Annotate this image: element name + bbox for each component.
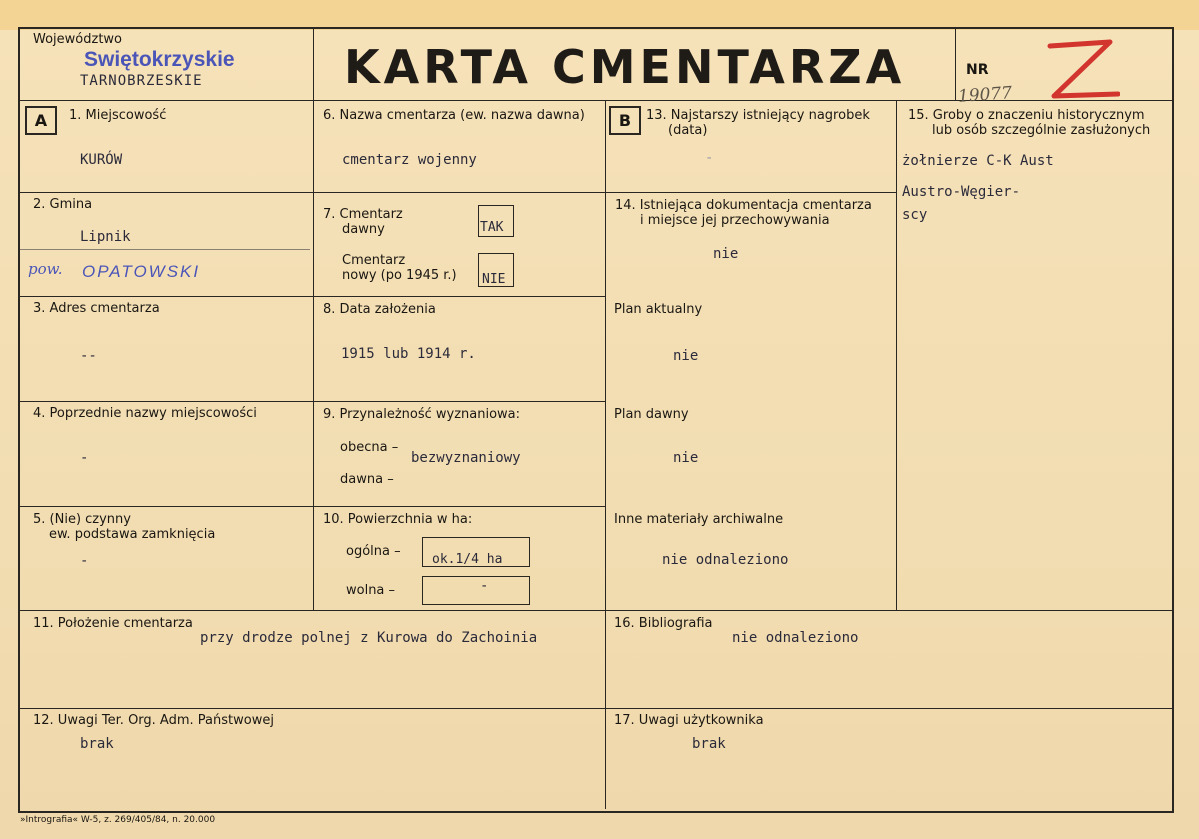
field-2-value: Lipnik	[80, 229, 131, 245]
field-9-obecna: obecna –	[340, 440, 399, 455]
nr-divider	[955, 27, 956, 101]
row-divider	[20, 610, 1172, 611]
field-7-label: 7. Cmentarz	[323, 207, 403, 222]
field-13-value: -	[705, 150, 714, 166]
printer-imprint: »Intrografia« W-5, z. 269/405/84, n. 20.000	[20, 815, 216, 825]
field-3-value: --	[80, 348, 97, 364]
field-1-value: KURÓW	[80, 152, 123, 168]
plan-aktualny-label: Plan aktualny	[614, 302, 703, 317]
field-7-tak: TAK	[480, 220, 504, 235]
field-2-label: 2. Gmina	[33, 197, 93, 212]
field-14-value: nie	[713, 246, 739, 262]
field-5-label: 5. (Nie) czynny	[33, 512, 131, 527]
row-divider	[20, 296, 605, 297]
field-9-value: bezwyznaniowy	[411, 450, 521, 466]
field-8-label: 8. Data założenia	[323, 302, 436, 317]
field-11-label: 11. Położenie cmentarza	[33, 616, 193, 631]
sub-divider	[20, 249, 310, 250]
field-6-label: 6. Nazwa cmentarza (ew. nazwa dawna)	[323, 108, 585, 123]
field-11-value: przy drodze polnej z Kurowa do Zachoinia	[200, 630, 538, 646]
field-10-ogolna-value: ok.1/4 ha	[432, 552, 503, 567]
field-15-line-2: Austro-Węgier-	[902, 184, 1021, 200]
row-divider	[20, 708, 1172, 709]
plan-aktualny-value: nie	[673, 348, 699, 364]
nr-label: NR	[966, 62, 989, 78]
row-divider	[605, 192, 896, 193]
field-7-nowy: Cmentarz	[342, 253, 406, 268]
field-16-label: 16. Bibliografia	[614, 616, 713, 631]
field-4-label: 4. Poprzednie nazwy miejscowości	[33, 406, 257, 421]
page-title: KARTA CMENTARZA	[344, 40, 906, 94]
tape-strip	[0, 0, 1199, 30]
field-5-sublabel: ew. podstawa zamknięcia	[49, 527, 216, 542]
col-divider-1	[313, 27, 314, 611]
field-10-wolna-value: -	[480, 578, 489, 594]
field-4-value: -	[80, 450, 89, 466]
field-16-value: nie odnaleziono	[732, 630, 859, 646]
plan-dawny-label: Plan dawny	[614, 407, 689, 422]
field-7-nie: NIE	[482, 272, 506, 287]
field-7-dawny: dawny	[342, 222, 385, 237]
field-5-value: -	[80, 553, 89, 569]
field-1-label: 1. Miejscowość	[69, 108, 167, 123]
field-10-wolna-box	[422, 576, 530, 605]
field-7-nowy-sub: nowy (po 1945 r.)	[342, 268, 457, 283]
field-10-ogolna: ogólna –	[346, 544, 401, 559]
voivodeship-typed: TARNOBRZESKIE	[80, 73, 203, 89]
pow-label: pow.	[28, 260, 63, 278]
field-15-line-1: żołnierze C-K Aust	[902, 153, 1054, 169]
col-divider-3	[896, 100, 897, 611]
wojewodztwo-label: Województwo	[33, 32, 123, 47]
field-12-value: brak	[80, 736, 114, 752]
nr-value: 19077	[957, 83, 1013, 107]
inne-materialy-value: nie odnaleziono	[662, 552, 789, 568]
field-10-label: 10. Powierzchnia w ha:	[323, 512, 473, 527]
field-15-sublabel: lub osób szczególnie zasłużonych	[932, 123, 1151, 138]
voivodeship-stamp: Swiętokrzyskie	[84, 48, 235, 71]
row-divider	[20, 401, 605, 402]
field-13-label: 13. Najstarszy istniejący nagrobek	[646, 108, 870, 123]
field-15-line-3: scy	[902, 207, 928, 223]
plan-dawny-value: nie	[673, 450, 699, 466]
pow-value: OPATOWSKI	[82, 262, 201, 281]
field-12-label: 12. Uwagi Ter. Org. Adm. Państwowej	[33, 713, 274, 728]
section-b-box: B	[609, 106, 641, 135]
field-8-value: 1915 lub 1914 r.	[341, 346, 476, 362]
nr-letter-z-mark	[1040, 38, 1120, 106]
field-13-sublabel: (data)	[668, 123, 708, 138]
field-6-value: cmentarz wojenny	[342, 152, 477, 168]
field-14-label: 14. Istniejąca dokumentacja cmentarza	[615, 198, 872, 213]
row-divider	[20, 506, 605, 507]
field-14-sublabel: i miejsce jej przechowywania	[640, 213, 830, 228]
inne-materialy-label: Inne materiały archiwalne	[614, 512, 784, 527]
field-3-label: 3. Adres cmentarza	[33, 301, 160, 316]
section-a-box: A	[25, 106, 57, 135]
row-divider	[20, 192, 605, 193]
field-17-value: brak	[692, 736, 726, 752]
field-9-label: 9. Przynależność wyznaniowa:	[323, 407, 521, 422]
field-15-label: 15. Groby o znaczeniu historycznym	[908, 108, 1145, 123]
field-10-wolna: wolna –	[346, 583, 396, 598]
field-17-label: 17. Uwagi użytkownika	[614, 713, 764, 728]
col-divider-2	[605, 100, 606, 809]
field-9-dawna: dawna –	[340, 472, 394, 487]
